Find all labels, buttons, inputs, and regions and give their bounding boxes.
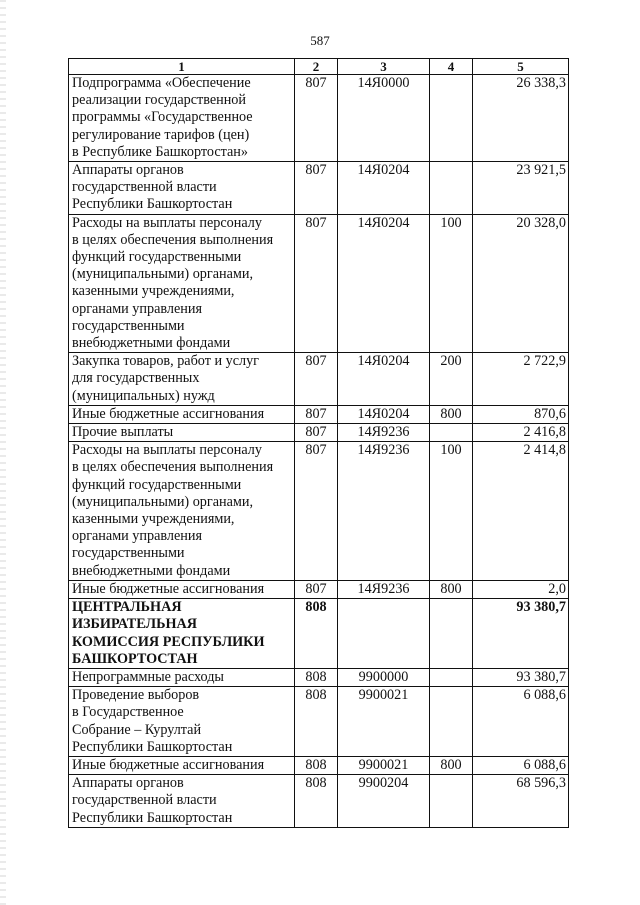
col-5-cell: 2,0 — [473, 580, 569, 598]
col-3-cell: 14Я9236 — [338, 580, 430, 598]
col-2-cell: 807 — [295, 424, 338, 442]
row-name-line: БАШКОРТОСТАН — [72, 650, 198, 667]
row-name-cell — [69, 162, 295, 215]
row-name-line: казенными учреждениями, — [72, 283, 235, 300]
row-name-line: реализации государственной — [72, 92, 246, 109]
row-name-line: государственной власти — [72, 179, 217, 196]
col-3-cell: 9900000 — [338, 668, 430, 686]
row-name-line: Проведение выборов — [72, 687, 200, 704]
row-name-line: ИЗБИРАТЕЛЬНАЯ — [72, 616, 198, 633]
row-name-line: функций государственными — [72, 249, 242, 266]
row-name-cell — [69, 775, 295, 828]
table-header-row — [69, 59, 569, 75]
row-name-line: (муниципальными) органами, — [72, 493, 254, 510]
row-name-line: Закупка товаров, работ и услуг — [72, 353, 259, 370]
row-name-cell — [69, 599, 295, 669]
header-col-4: 4 — [430, 59, 473, 75]
col-4-cell — [430, 75, 473, 162]
table-row — [69, 668, 569, 686]
row-name-line: ЦЕНТРАЛЬНАЯ — [72, 599, 182, 616]
table-row — [69, 756, 569, 774]
row-name-line: государственными — [72, 545, 185, 562]
row-name-line: Республики Башкортостан — [72, 809, 233, 826]
table-row — [69, 599, 569, 669]
col-4-cell: 100 — [430, 442, 473, 581]
col-5-cell: 20 328,0 — [473, 214, 569, 353]
table-row — [69, 162, 569, 215]
row-name-line: в целях обеспечения выполнения — [72, 459, 274, 476]
row-name-line: Республики Башкортостан — [72, 196, 233, 213]
table-row — [69, 442, 569, 581]
row-name-line: Расходы на выплаты персоналу — [72, 214, 262, 231]
col-3-cell: 14Я0000 — [338, 75, 430, 162]
row-name-line: внебюджетными фондами — [72, 335, 231, 352]
col-5-cell: 23 921,5 — [473, 162, 569, 215]
row-name-line: Расходы на выплаты персоналу — [72, 442, 262, 459]
row-name-line: Иные бюджетные ассигнования — [72, 405, 265, 422]
table-row — [69, 687, 569, 757]
row-name-line: Прочие выплаты — [72, 424, 174, 441]
row-name-line: программы «Государственное — [72, 109, 253, 126]
row-name-line: государственной власти — [72, 792, 217, 809]
row-name-cell — [69, 214, 295, 353]
table-row — [69, 405, 569, 423]
col-2-cell: 808 — [295, 668, 338, 686]
row-name-line: внебюджетными фондами — [72, 562, 231, 579]
row-name-line: Республики Башкортостан — [72, 738, 233, 755]
table-row — [69, 75, 569, 162]
table-row — [69, 775, 569, 828]
col-2-cell: 807 — [295, 214, 338, 353]
col-4-cell: 800 — [430, 405, 473, 423]
col-5-cell: 2 414,8 — [473, 442, 569, 581]
row-name-line: регулирование тарифов (цен) — [72, 126, 250, 143]
col-4-cell: 200 — [430, 353, 473, 406]
col-5-cell: 6 088,6 — [473, 756, 569, 774]
row-name-line: в Республике Башкортостан» — [72, 143, 248, 160]
row-name-line: государственными — [72, 317, 185, 334]
col-4-cell — [430, 599, 473, 669]
row-name-line: функций государственными — [72, 476, 242, 493]
col-2-cell: 807 — [295, 442, 338, 581]
header-col-2: 2 — [295, 59, 338, 75]
col-3-cell: 14Я0204 — [338, 162, 430, 215]
col-3-cell — [338, 599, 430, 669]
header-col-5: 5 — [473, 59, 569, 75]
col-2-cell: 807 — [295, 75, 338, 162]
col-4-cell — [430, 162, 473, 215]
row-name-line: в Государственное — [72, 704, 184, 721]
row-name-cell — [69, 405, 295, 423]
row-name-line: (муниципальных) нужд — [72, 387, 215, 404]
col-4-cell — [430, 668, 473, 686]
row-name-cell — [69, 668, 295, 686]
table-row — [69, 424, 569, 442]
col-5-cell: 26 338,3 — [473, 75, 569, 162]
col-3-cell: 14Я9236 — [338, 442, 430, 581]
col-2-cell: 807 — [295, 353, 338, 406]
col-3-cell: 14Я9236 — [338, 424, 430, 442]
col-4-cell: 100 — [430, 214, 473, 353]
col-3-cell: 14Я0204 — [338, 405, 430, 423]
col-2-cell: 808 — [295, 775, 338, 828]
col-4-cell: 800 — [430, 756, 473, 774]
col-3-cell: 9900204 — [338, 775, 430, 828]
row-name-cell — [69, 756, 295, 774]
table-body — [69, 75, 569, 828]
row-name-cell — [69, 424, 295, 442]
row-name-line: Аппараты органов — [72, 162, 184, 179]
col-3-cell: 9900021 — [338, 687, 430, 757]
row-name-line: (муниципальными) органами, — [72, 266, 254, 283]
table-row — [69, 580, 569, 598]
row-name-line: в целях обеспечения выполнения — [72, 231, 274, 248]
row-name-line: Непрограммные расходы — [72, 668, 224, 685]
budget-table — [68, 58, 569, 828]
col-5-cell: 93 380,7 — [473, 599, 569, 669]
col-4-cell — [430, 424, 473, 442]
row-name-line: органами управления — [72, 528, 202, 545]
table-header — [69, 59, 569, 75]
col-4-cell — [430, 775, 473, 828]
row-name-line: КОМИССИЯ РЕСПУБЛИКИ — [72, 633, 265, 650]
col-3-cell: 9900021 — [338, 756, 430, 774]
col-2-cell: 807 — [295, 580, 338, 598]
table-row — [69, 353, 569, 406]
row-name-cell — [69, 75, 295, 162]
row-name-line: органами управления — [72, 300, 202, 317]
row-name-cell — [69, 580, 295, 598]
header-col-3: 3 — [338, 59, 430, 75]
header-col-1: 1 — [69, 59, 295, 75]
col-2-cell: 807 — [295, 405, 338, 423]
col-5-cell: 93 380,7 — [473, 668, 569, 686]
row-name-line: казенными учреждениями, — [72, 511, 235, 528]
col-4-cell: 800 — [430, 580, 473, 598]
col-2-cell: 808 — [295, 756, 338, 774]
col-5-cell: 2 416,8 — [473, 424, 569, 442]
row-name-line: Иные бюджетные ассигнования — [72, 580, 265, 597]
col-5-cell: 870,6 — [473, 405, 569, 423]
row-name-line: Собрание – Курултай — [72, 721, 202, 738]
scan-edge-artifact — [0, 0, 6, 905]
row-name-line: для государственных — [72, 370, 200, 387]
col-2-cell: 807 — [295, 162, 338, 215]
row-name-line: Аппараты органов — [72, 775, 184, 792]
col-3-cell: 14Я0204 — [338, 353, 430, 406]
row-name-cell — [69, 442, 295, 581]
col-5-cell: 2 722,9 — [473, 353, 569, 406]
col-2-cell: 808 — [295, 687, 338, 757]
row-name-cell — [69, 687, 295, 757]
col-5-cell: 6 088,6 — [473, 687, 569, 757]
col-4-cell — [430, 687, 473, 757]
row-name-line: Подпрограмма «Обеспечение — [72, 75, 251, 91]
page-number: 587 — [310, 33, 330, 48]
row-name-cell — [69, 353, 295, 406]
row-name-line: Иные бюджетные ассигнования — [72, 756, 265, 773]
table-row — [69, 214, 569, 353]
col-2-cell: 808 — [295, 599, 338, 669]
col-3-cell: 14Я0204 — [338, 214, 430, 353]
col-5-cell: 68 596,3 — [473, 775, 569, 828]
